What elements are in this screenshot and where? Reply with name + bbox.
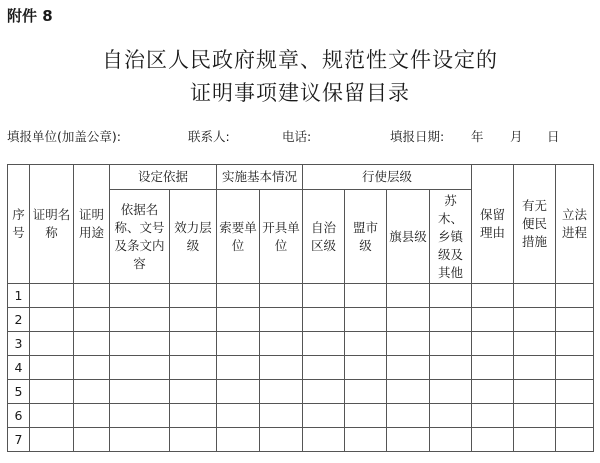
table-cell: [217, 380, 260, 404]
table-cell: [472, 380, 514, 404]
table-cell: [430, 380, 472, 404]
table-cell: [345, 284, 387, 308]
table-cell: [30, 356, 74, 380]
table-cell: [345, 428, 387, 452]
row-index: 3: [8, 332, 30, 356]
fill-phone-label: 电话:: [282, 129, 312, 144]
table-cell: [430, 428, 472, 452]
table-cell: [514, 356, 556, 380]
table-cell: [170, 308, 217, 332]
table-cell: [217, 356, 260, 380]
table-cell: [217, 332, 260, 356]
header-group-level: 行使层级: [303, 165, 472, 190]
table-cell: [556, 428, 594, 452]
header-request-unit: 索要单位: [217, 190, 260, 284]
table-cell: [345, 308, 387, 332]
header-region-level: 自治区级: [303, 190, 345, 284]
table-cell: [110, 356, 170, 380]
table-cell: [430, 308, 472, 332]
table-cell: [74, 308, 110, 332]
header-group-implementation: 实施基本情况: [217, 165, 303, 190]
row-index: 4: [8, 356, 30, 380]
header-legislation: 立法进程: [556, 165, 594, 284]
attachment-label: 附件 8: [7, 7, 53, 25]
table-cell: [514, 428, 556, 452]
table-cell: [430, 404, 472, 428]
table-cell: [110, 332, 170, 356]
table-cell: [556, 284, 594, 308]
table-cell: [472, 332, 514, 356]
table-cell: [30, 308, 74, 332]
header-effect-level: 效力层级: [170, 190, 217, 284]
table-row: [8, 404, 594, 428]
table-cell: [303, 380, 345, 404]
table-cell: [260, 356, 303, 380]
table-cell: [303, 404, 345, 428]
table-row: [8, 356, 594, 380]
table-cell: [387, 404, 430, 428]
table-cell: [387, 284, 430, 308]
table-cell: [170, 404, 217, 428]
table-cell: [30, 380, 74, 404]
table-cell: [514, 308, 556, 332]
header-basis-name: 依据名称、文号及条文内容: [110, 190, 170, 284]
table-cell: [74, 332, 110, 356]
table-cell: [30, 284, 74, 308]
table-row: [8, 284, 594, 308]
table-cell: [472, 428, 514, 452]
table-cell: [170, 356, 217, 380]
row-index: 6: [8, 404, 30, 428]
fill-year-label: 年: [471, 129, 484, 144]
row-index: 5: [8, 380, 30, 404]
table-cell: [303, 356, 345, 380]
table-cell: [217, 284, 260, 308]
fill-contact-label: 联系人:: [188, 129, 230, 144]
table-cell: [387, 380, 430, 404]
header-issue-unit: 开具单位: [260, 190, 303, 284]
table-cell: [556, 332, 594, 356]
table-cell: [514, 380, 556, 404]
row-index: 1: [8, 284, 30, 308]
table-cell: [74, 428, 110, 452]
table-cell: [74, 380, 110, 404]
header-convenience: 有无便民措施: [514, 165, 556, 284]
table-cell: [514, 404, 556, 428]
table-cell: [217, 404, 260, 428]
table-cell: [303, 332, 345, 356]
table-cell: [110, 308, 170, 332]
table-cell: [30, 428, 74, 452]
table-cell: [514, 284, 556, 308]
table-cell: [345, 380, 387, 404]
header-sumu-town-level: 苏木、乡镇级及其他: [430, 190, 472, 284]
table-cell: [472, 404, 514, 428]
table-cell: [430, 332, 472, 356]
page-title-line1: 自治区人民政府规章、规范性文件设定的: [102, 48, 498, 72]
fill-day-label: 日: [547, 129, 560, 144]
table-cell: [260, 284, 303, 308]
table-cell: [556, 404, 594, 428]
table-cell: [110, 284, 170, 308]
table-cell: [170, 428, 217, 452]
table-cell: [260, 428, 303, 452]
table-cell: [74, 404, 110, 428]
table-cell: [514, 332, 556, 356]
table-cell: [217, 428, 260, 452]
table-cell: [303, 428, 345, 452]
page-title-line2: 证明事项建议保留目录: [190, 81, 410, 105]
header-cert-use: 证明用途: [74, 165, 110, 284]
header-retain-reason: 保留理由: [472, 165, 514, 284]
table-cell: [556, 356, 594, 380]
header-index: 序号: [8, 165, 30, 284]
table-cell: [345, 356, 387, 380]
table-cell: [430, 284, 472, 308]
table-cell: [303, 284, 345, 308]
fill-date-label: 填报日期:: [390, 129, 445, 144]
table-cell: [345, 332, 387, 356]
catalog-table: [7, 164, 594, 452]
table-cell: [30, 332, 74, 356]
table-row: [8, 308, 594, 332]
table-row: [8, 332, 594, 356]
table-cell: [303, 308, 345, 332]
table-cell: [387, 356, 430, 380]
table-cell: [110, 380, 170, 404]
fill-month-label: 月: [510, 129, 523, 144]
header-league-city-level: 盟市级: [345, 190, 387, 284]
table-cell: [74, 284, 110, 308]
table-cell: [260, 380, 303, 404]
table-cell: [170, 380, 217, 404]
fill-unit-label: 填报单位(加盖公章):: [7, 129, 121, 144]
table-cell: [110, 404, 170, 428]
table-cell: [260, 308, 303, 332]
table-row: [8, 380, 594, 404]
table-cell: [30, 404, 74, 428]
table-cell: [472, 356, 514, 380]
row-index: 7: [8, 428, 30, 452]
table-cell: [170, 332, 217, 356]
table-cell: [345, 404, 387, 428]
table-cell: [472, 284, 514, 308]
table-cell: [430, 356, 472, 380]
table-cell: [74, 356, 110, 380]
table-cell: [556, 380, 594, 404]
table-row: [8, 428, 594, 452]
table-cell: [387, 428, 430, 452]
header-cert-name: 证明名称: [30, 165, 74, 284]
table-cell: [110, 428, 170, 452]
table-cell: [170, 284, 217, 308]
table-cell: [472, 308, 514, 332]
table-cell: [260, 404, 303, 428]
header-group-basis: 设定依据: [110, 165, 217, 190]
table-cell: [217, 308, 260, 332]
row-index: 2: [8, 308, 30, 332]
table-cell: [260, 332, 303, 356]
header-banner-county-level: 旗县级: [387, 190, 430, 284]
table-cell: [387, 308, 430, 332]
table-cell: [387, 332, 430, 356]
table-cell: [556, 308, 594, 332]
